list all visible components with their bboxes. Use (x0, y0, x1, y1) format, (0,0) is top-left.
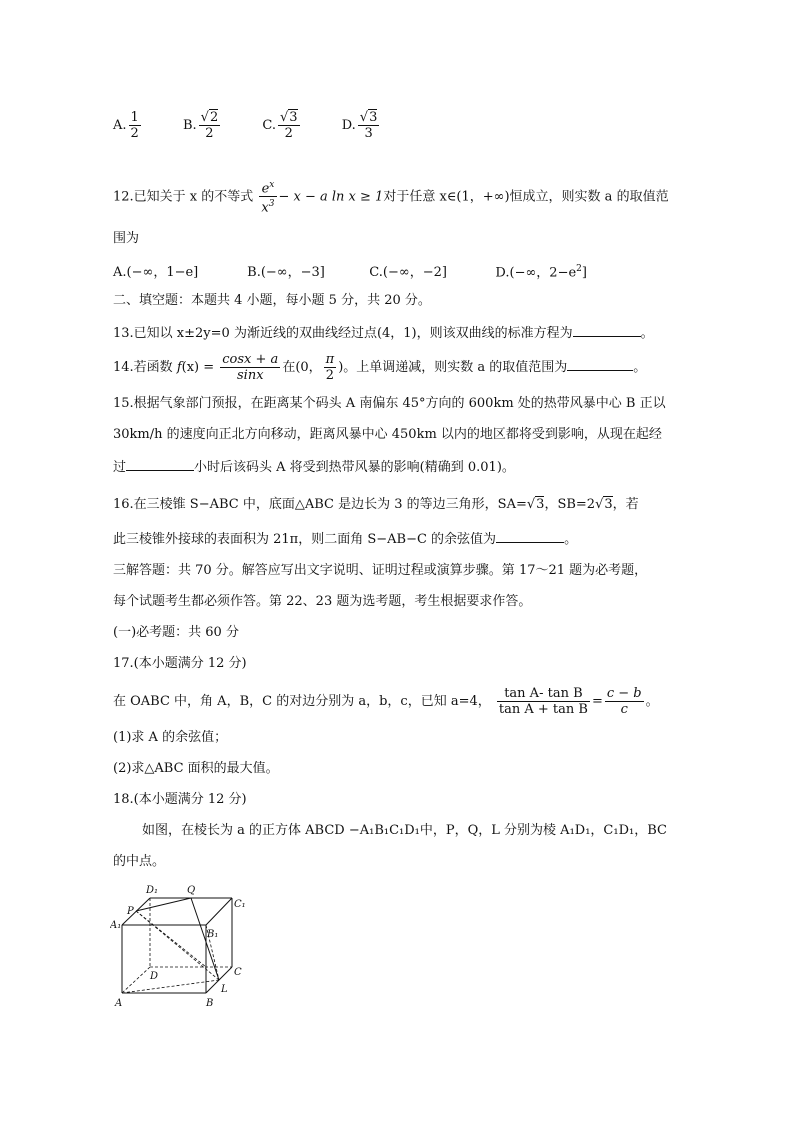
label-p: P (127, 906, 134, 917)
q12-options (113, 260, 587, 282)
q16-line2: 此三棱锥外接球的表面积为 21π，则二面角 S−AB−C 的余弦值为 。 (113, 529, 577, 549)
label-c: C (234, 967, 242, 978)
label-a: A (115, 998, 123, 1009)
q15-line3: 过 小时后该码头 A 将受到热带风暴的影响(精确到 0.01)。 (113, 457, 515, 477)
section3-line2: 每个试题考生都必须作答。第 22、23 题为选考题，考生根据要求作答。 (113, 594, 532, 609)
label-q: Q (187, 885, 196, 896)
q12-line1: 12.已知关于 x 的不等式 $\frac{e^x}{x^3}$ − x − a ln x ≥ 1对于任意 x∈(1，+∞)恒成立，则实数 a 的取值范 (113, 180, 669, 216)
q13-answer-blank (573, 323, 641, 337)
q11-options (113, 110, 381, 141)
q18-line1: 如图，在棱长为 a 的正方体 ABCD −A₁B₁C₁D₁中，P，Q，L 分别为棱 A₁D₁，C₁D₁，BC (142, 823, 667, 838)
label-d: D (150, 971, 159, 982)
q12-option-a: A.(−∞，1−e] (113, 265, 199, 281)
q17-part1: (1)求 A 的余弦值； (113, 730, 228, 745)
q12-line2: 围为 (113, 231, 140, 246)
q15-line1: 15.根据气象部门预报，在距离某个码头 A 南偏东 45°方向的 600km 处的热带风暴中心 B 正以 (113, 396, 666, 411)
q17-stem: 在 OABC 中，角 A，B，C 的对边分别为 a，b，c，已知 a=4， $\frac{\text{tan A- tan B}}{\text{tan A + tan B}}$ = $\frac{c - b}{c}$ 。 (113, 686, 659, 717)
q18-line2: 的中点。 (113, 854, 166, 869)
label-l: L (221, 984, 228, 995)
q12-option-b: B.(−∞，−3] (247, 265, 325, 281)
section3-line1: 三解答题：共 70 分。解答应写出文字说明、证明过程或演算步骤。第 17～21 题为必考题， (113, 563, 648, 578)
q18-title: 18.(本小题满分 12 分) (113, 792, 247, 807)
q11-option-d: D. $\frac{√3}{3}$ (341, 110, 378, 141)
required-subsection: (一)必考题：共 60 分 (113, 625, 239, 640)
q14: 14.若函数 f(x) = $\frac{\cos x + a}{\sin x}$ 在(0， $\frac{\pi}{2}$ )。上单调递减，则实数 a 的取值范围为 。 (113, 352, 647, 383)
q14-answer-blank (567, 357, 633, 371)
q16-answer-blank (496, 529, 564, 543)
q11-option-a: A. $\frac{1}{2}$ (113, 110, 139, 141)
q17-part2: (2)求△ABC 面积的最大值。 (113, 761, 279, 776)
cube-figure (110, 880, 260, 1015)
section2-heading: 二、填空题：本题共 4 小题，每小题 5 分，共 20 分。 (113, 293, 431, 308)
label-d1: D₁ (146, 885, 159, 896)
q12-option-d: D.(−∞，$2-e^2$] (495, 264, 587, 281)
q13: 13.已知以 x±2y=0 为渐近线的双曲线经过点(4，1)，则该双曲线的标准方程为 。 (113, 323, 654, 343)
q11-option-b: B. $\frac{√2}{2}$ (182, 110, 219, 141)
label-b1: B₁ (207, 929, 219, 940)
label-a1: A₁ (110, 920, 122, 931)
label-b: B (206, 998, 214, 1009)
q17-title: 17.(本小题满分 12 分) (113, 656, 247, 671)
label-c1: C₁ (234, 899, 246, 910)
q12-option-c: C.(−∞，−2] (369, 265, 447, 281)
q15-answer-blank (126, 457, 194, 471)
q15-line2: 30km/h 的速度向正北方向移动，距离风暴中心 450km 以内的地区都将受到影响，从现在起经 (113, 427, 662, 442)
q11-option-c: C. $\frac{√3}{2}$ (262, 110, 298, 141)
q16-line1: 16.在三棱锥 S−ABC 中，底面△ABC 是边长为 3 的等边三角形，SA=√3，SB=2√3，若 (113, 497, 639, 512)
